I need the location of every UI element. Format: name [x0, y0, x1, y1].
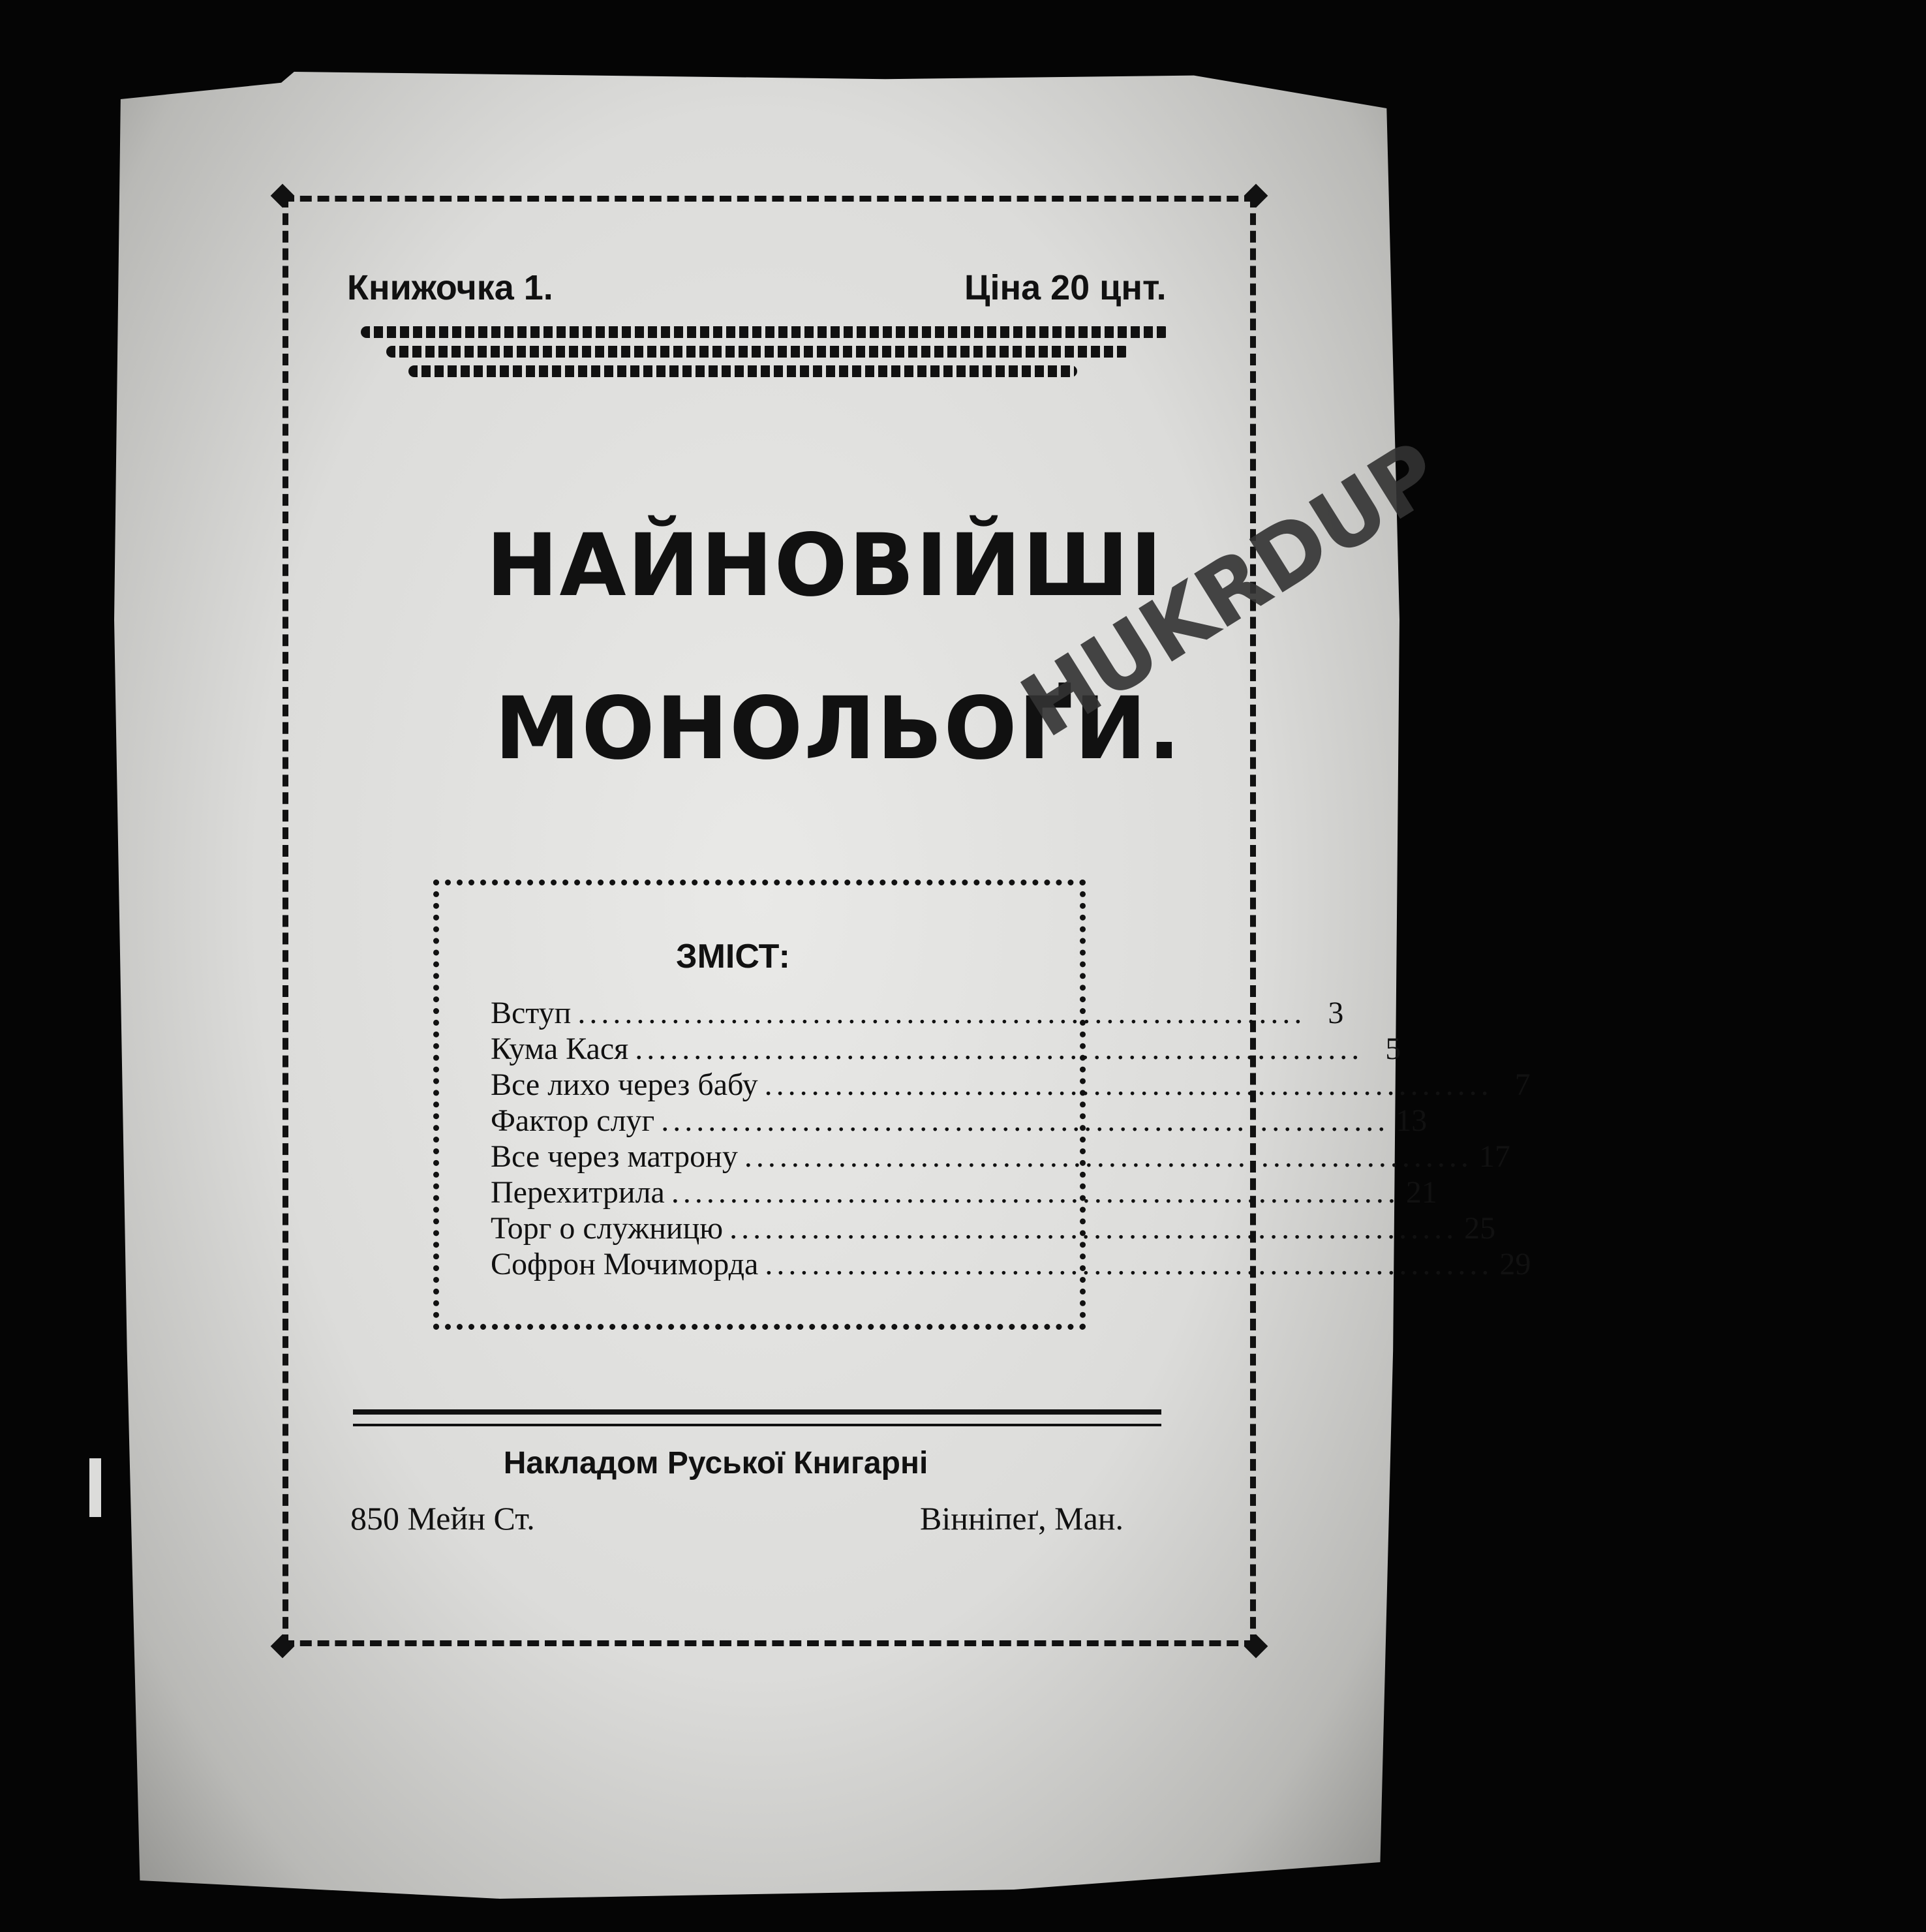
contents-item-page: 17 [1478, 1139, 1510, 1174]
leader-dots: .............................................................. [729, 1211, 1458, 1246]
leader-dots: .............................................................. [671, 1175, 1399, 1210]
contents-item-page: 3 [1328, 996, 1344, 1030]
contents-item [491, 1174, 1437, 1211]
ornament-line [408, 365, 1077, 377]
divider-rule-thin [353, 1424, 1161, 1426]
contents-item-label: Кума Кася [491, 1032, 629, 1066]
contents-item [491, 1246, 1531, 1283]
contents-item-label: Торг о служницю [491, 1211, 724, 1246]
contents-heading: ЗМІСТ: [676, 938, 790, 975]
contents-item-label: Фактор слуг [491, 1103, 655, 1138]
contents-item-label: Перехитрила [491, 1175, 665, 1210]
price-label: Ціна 20 цнт. [964, 268, 1167, 307]
contents-item [491, 1067, 1531, 1103]
leader-dots: .............................................................. [577, 996, 1306, 1030]
leader-dots: .............................................................. [764, 1067, 1493, 1102]
contents-item [491, 1031, 1401, 1067]
contents-item [491, 995, 1344, 1032]
contents-item [491, 1210, 1496, 1247]
ornament-line [361, 326, 1170, 338]
contents-item-page: 5 [1385, 1032, 1401, 1066]
leader-dots: .............................................................. [635, 1032, 1364, 1066]
publisher-address: 850 Мейн Ст. [350, 1500, 535, 1537]
leader-dots: .............................................................. [765, 1247, 1493, 1281]
booklet-number: Книжочка 1. [347, 268, 553, 307]
contents-item [491, 1139, 1510, 1175]
contents-item-page: 25 [1464, 1211, 1496, 1246]
contents-item-page: 7 [1514, 1067, 1531, 1102]
publisher-line: Накладом Руської Книгарні [503, 1446, 928, 1480]
title-line-2: МОНОЛЬОҐИ. [495, 679, 1182, 779]
contents-item-page: 21 [1405, 1175, 1437, 1210]
contents-item-label: Софрон Мочиморда [491, 1247, 759, 1281]
contents-item-label: Все лихо через бабу [491, 1067, 758, 1102]
library-stamp: HUKRDUP [1005, 422, 1458, 758]
contents-item-label: Вступ [491, 996, 572, 1030]
contents-item-page: 29 [1499, 1247, 1531, 1281]
leader-dots: .............................................................. [744, 1139, 1473, 1174]
publisher-city: Вінніпеґ, Ман. [920, 1500, 1124, 1537]
contents-item [491, 1103, 1428, 1139]
title-line-1: НАЙНОВІЙШІ [486, 515, 1164, 616]
contents-item-page: 13 [1396, 1103, 1428, 1138]
divider-rule-thick [353, 1409, 1161, 1415]
leader-dots: .............................................................. [661, 1103, 1390, 1138]
contents-item-label: Все через матрону [491, 1139, 738, 1174]
ornament-line [386, 346, 1130, 358]
